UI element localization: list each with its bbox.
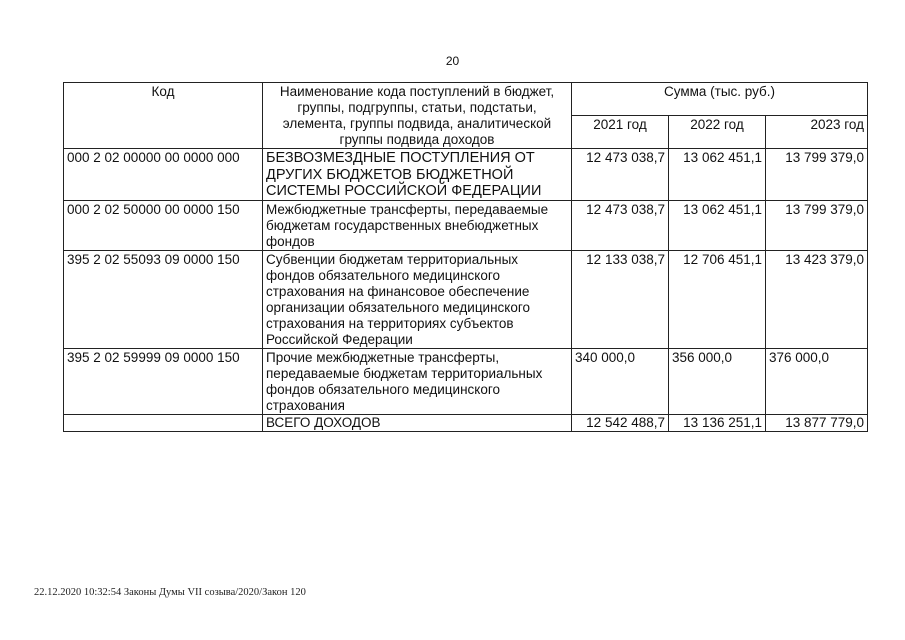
row-amount-2021: 12 473 038,7 — [572, 200, 669, 250]
row-amount-2023: 13 799 379,0 — [766, 149, 868, 201]
row-name: Межбюджетные трансферты, передаваемые бюджетам государственных внебюджетных фондов — [263, 200, 572, 250]
total-code-empty — [64, 414, 263, 431]
row-code: 395 2 02 55093 09 0000 150 — [64, 250, 263, 348]
row-amount-2022: 12 706 451,1 — [669, 250, 766, 348]
table-header-row-1 — [64, 83, 868, 116]
total-amount-2022: 13 136 251,1 — [669, 414, 766, 431]
header-year-2021: 2021 год — [572, 116, 669, 149]
row-name: Субвенции бюджетам территориальных фондов обязательного медицинского страхования на финансовое обеспечение организации обязательного медицинского страхования на территориях субъектов Российской Федерации — [263, 250, 572, 348]
row-name: БЕЗВОЗМЕЗДНЫЕ ПОСТУПЛЕНИЯ ОТ ДРУГИХ БЮДЖЕТОВ БЮДЖЕТНОЙ СИСТЕМЫ РОССИЙСКОЙ ФЕДЕРАЦИИ — [263, 149, 572, 201]
row-amount-2021: 340 000,0 — [572, 348, 669, 414]
page-number: 20 — [445, 54, 460, 68]
row-amount-2022: 356 000,0 — [669, 348, 766, 414]
total-amount-2023: 13 877 779,0 — [766, 414, 868, 431]
header-sum: Сумма (тыс. руб.) — [572, 83, 868, 116]
total-amount-2021: 12 542 488,7 — [572, 414, 669, 431]
row-amount-2023: 376 000,0 — [766, 348, 868, 414]
table-row — [64, 149, 868, 201]
header-name: Наименование кода поступлений в бюджет, группы, подгруппы, статьи, подстатьи, элемента, группы подвида, аналитической группы подвида доходов — [263, 83, 572, 149]
row-code: 000 2 02 00000 00 0000 000 — [64, 149, 263, 201]
row-code: 395 2 02 59999 09 0000 150 — [64, 348, 263, 414]
row-amount-2021: 12 473 038,7 — [572, 149, 669, 201]
row-amount-2022: 13 062 451,1 — [669, 200, 766, 250]
row-amount-2023: 13 799 379,0 — [766, 200, 868, 250]
header-code: Код — [64, 83, 263, 149]
revenue-table — [63, 82, 868, 432]
table-row — [64, 348, 868, 414]
total-label: ВСЕГО ДОХОДОВ — [263, 414, 572, 431]
row-code: 000 2 02 50000 00 0000 150 — [64, 200, 263, 250]
header-year-2022: 2022 год — [669, 116, 766, 149]
table-row — [64, 200, 868, 250]
row-amount-2022: 13 062 451,1 — [669, 149, 766, 201]
table-row — [64, 250, 868, 348]
document-footer: 22.12.2020 10:32:54 Законы Думы VII созыва/2020/Закон 120 — [34, 587, 306, 598]
total-row — [64, 414, 868, 431]
row-amount-2021: 12 133 038,7 — [572, 250, 669, 348]
row-amount-2023: 13 423 379,0 — [766, 250, 868, 348]
header-year-2023: 2023 год — [766, 116, 868, 149]
row-name: Прочие межбюджетные трансферты, передаваемые бюджетам территориальных фондов обязательного медицинского страхования — [263, 348, 572, 414]
